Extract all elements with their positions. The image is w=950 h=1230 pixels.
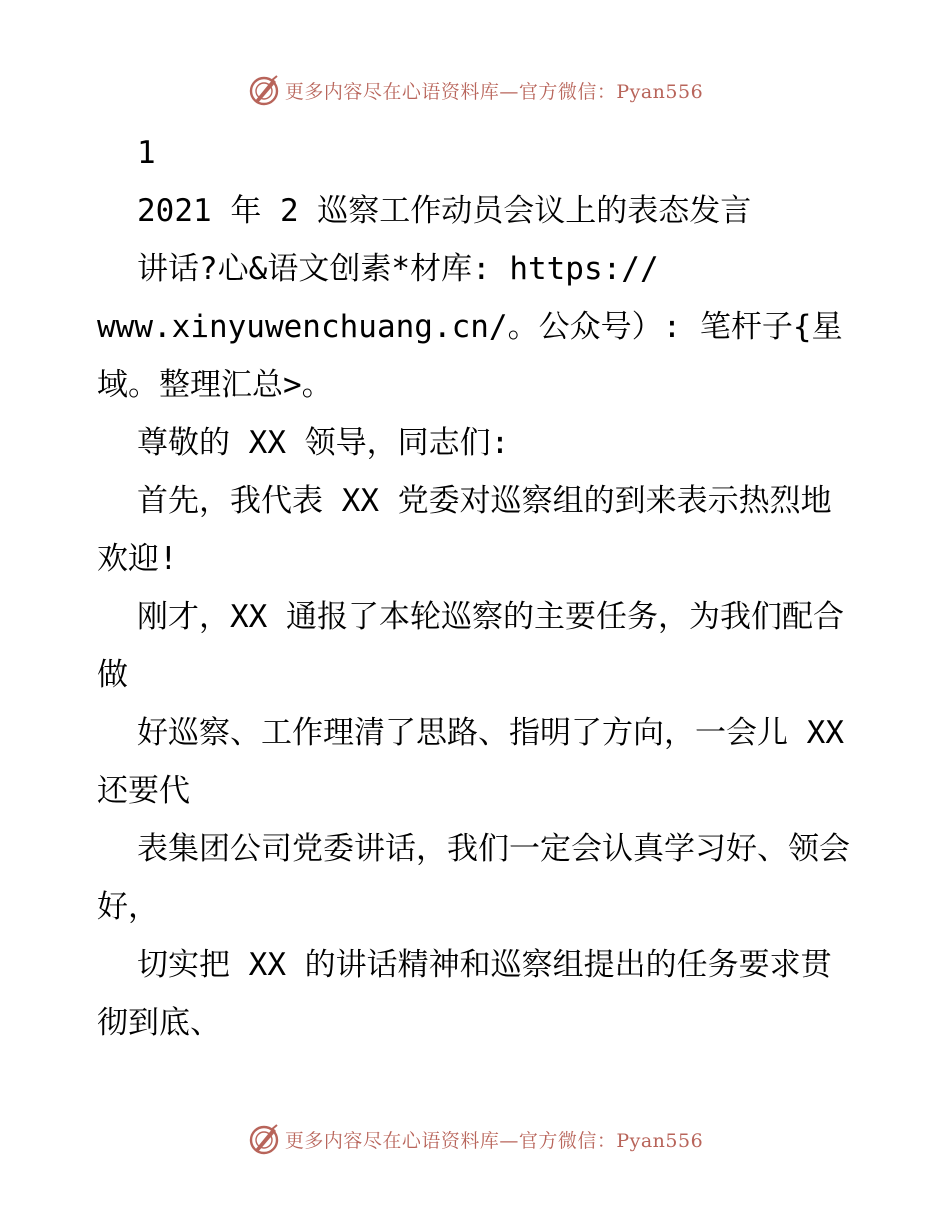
paragraph-direction: 好巡察、工作理清了思路、指明了方向，一会儿 XX 还要代	[97, 715, 863, 809]
footer-slogan: 更多内容尽在心语资料库—官方微信：Pyan556	[284, 1129, 704, 1152]
quill-pen-circle-icon	[247, 73, 281, 107]
paragraph-report: 刚才，XX 通报了本轮巡察的主要任务，为我们配合做	[97, 599, 844, 693]
paragraph-salutation: 尊敬的 XX 领导，同志们:	[137, 425, 510, 461]
document-body	[97, 124, 863, 1052]
footer-banner	[0, 1119, 950, 1159]
paragraph-welcome: 首先，我代表 XX 党委对巡察组的到来表示热烈地欢迎!	[97, 483, 832, 577]
paragraph-study: 表集团公司党委讲话，我们一定会认真学习好、领会好，	[97, 831, 850, 925]
quill-pen-circle-icon	[247, 1122, 281, 1156]
paragraph-source-line: 讲话?心&语文创素*材库: https://	[137, 251, 659, 287]
paragraph-implement: 切实把 XX 的讲话精神和巡察组提出的任务要求贯彻到底、	[97, 947, 832, 1041]
header-slogan: 更多内容尽在心语资料库—官方微信：Pyan556	[284, 80, 704, 103]
header-banner	[0, 70, 950, 110]
paragraph-source-url: www.xinyuwenchuang.cn/。公众号）: 笔杆子{星域。整理汇总>。	[97, 309, 843, 403]
document-title: 2021 年 2 巡察工作动员会议上的表态发言	[137, 193, 752, 229]
page-number: 1	[137, 135, 156, 171]
